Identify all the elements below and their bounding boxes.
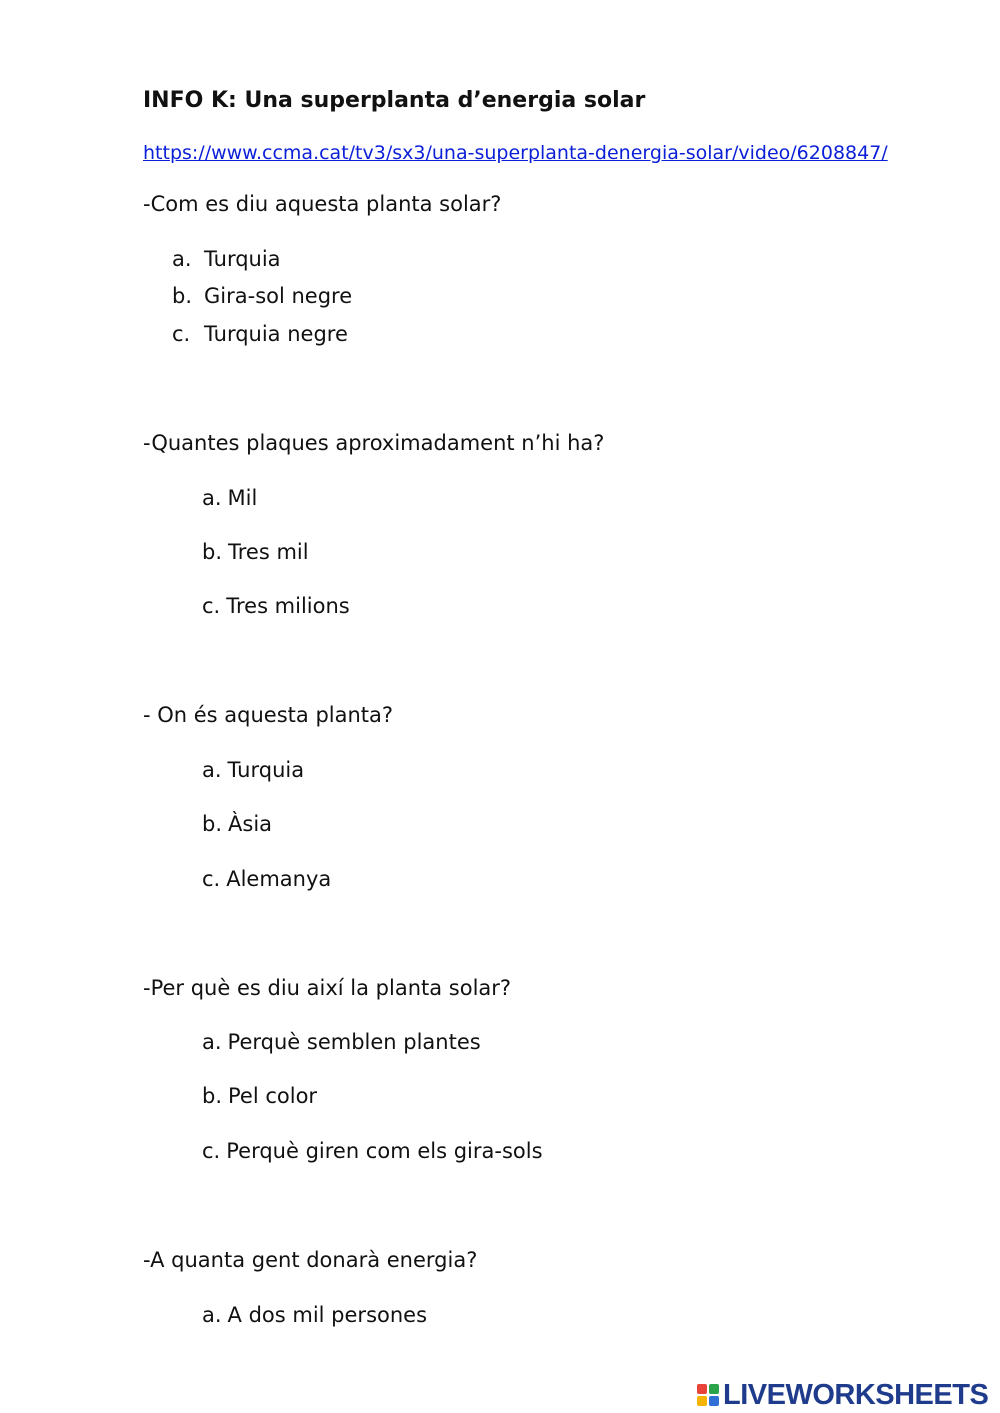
question-2: -Quantes plaques aproximadament n’hi ha? [143, 431, 605, 455]
question-3-option-a[interactable] [202, 758, 304, 782]
logo-square-blue [709, 1396, 719, 1406]
option-marker: c. [172, 322, 191, 346]
option-text: Mil [227, 486, 258, 510]
question-4-option-b[interactable] [202, 1084, 317, 1108]
option-text: Gira-sol negre [204, 284, 353, 308]
option-marker: b. [202, 540, 223, 564]
question-5-option-a[interactable] [202, 1303, 427, 1327]
logo-text: LIVEWORKSHEETS [723, 1378, 989, 1411]
option-text: Tres milions [226, 594, 350, 618]
option-marker: c. [202, 594, 221, 618]
question-3-option-b[interactable] [202, 812, 272, 836]
option-marker: b. [172, 284, 193, 308]
option-marker: c. [202, 867, 221, 891]
question-1-option-a[interactable] [172, 247, 281, 271]
question-3: - On és aquesta planta? [143, 703, 394, 727]
option-marker: b. [202, 1084, 223, 1108]
logo-square-red [697, 1384, 707, 1394]
option-text: Pel color [228, 1084, 318, 1108]
page-title: INFO K: Una superplanta d’energia solar [143, 88, 646, 113]
option-text: Tres mil [228, 540, 309, 564]
option-text: Turquia [227, 758, 305, 782]
option-text: Perquè semblen plantes [227, 1030, 481, 1054]
option-text: Turquia [204, 247, 281, 271]
video-link[interactable]: https://www.ccma.cat/tv3/sx3/una-superplanta-denergia-solar/video/6208847/ [143, 142, 888, 164]
logo-square-yellow [697, 1396, 707, 1406]
question-2-option-b[interactable] [202, 540, 309, 564]
option-marker: a. [202, 758, 222, 782]
option-text: Alemanya [226, 867, 332, 891]
question-4-option-a[interactable] [202, 1030, 481, 1054]
question-1-option-c[interactable] [172, 322, 348, 346]
question-4: -Per què es diu així la planta solar? [143, 976, 512, 1000]
logo-square-green [709, 1384, 719, 1394]
option-text: Turquia negre [204, 322, 348, 346]
option-marker: a. [202, 1303, 222, 1327]
question-1: -Com es diu aquesta planta solar? [143, 192, 502, 216]
option-marker: b. [202, 812, 223, 836]
option-marker: a. [202, 1030, 222, 1054]
option-text: A dos mil persones [227, 1303, 428, 1327]
option-marker: a. [172, 247, 192, 271]
liveworksheets-logo-icon [697, 1384, 719, 1406]
option-marker: c. [202, 1139, 221, 1163]
liveworksheets-logo[interactable] [697, 1380, 988, 1410]
question-2-option-a[interactable] [202, 486, 257, 510]
option-marker: a. [202, 486, 222, 510]
question-5: -A quanta gent donarà energia? [143, 1248, 478, 1272]
option-text: Àsia [228, 812, 273, 836]
question-4-option-c[interactable] [202, 1139, 543, 1163]
question-3-option-c[interactable] [202, 867, 331, 891]
question-1-option-b[interactable] [172, 284, 352, 308]
option-text: Perquè giren com els gira-sols [226, 1139, 543, 1163]
question-2-option-c[interactable] [202, 594, 350, 618]
